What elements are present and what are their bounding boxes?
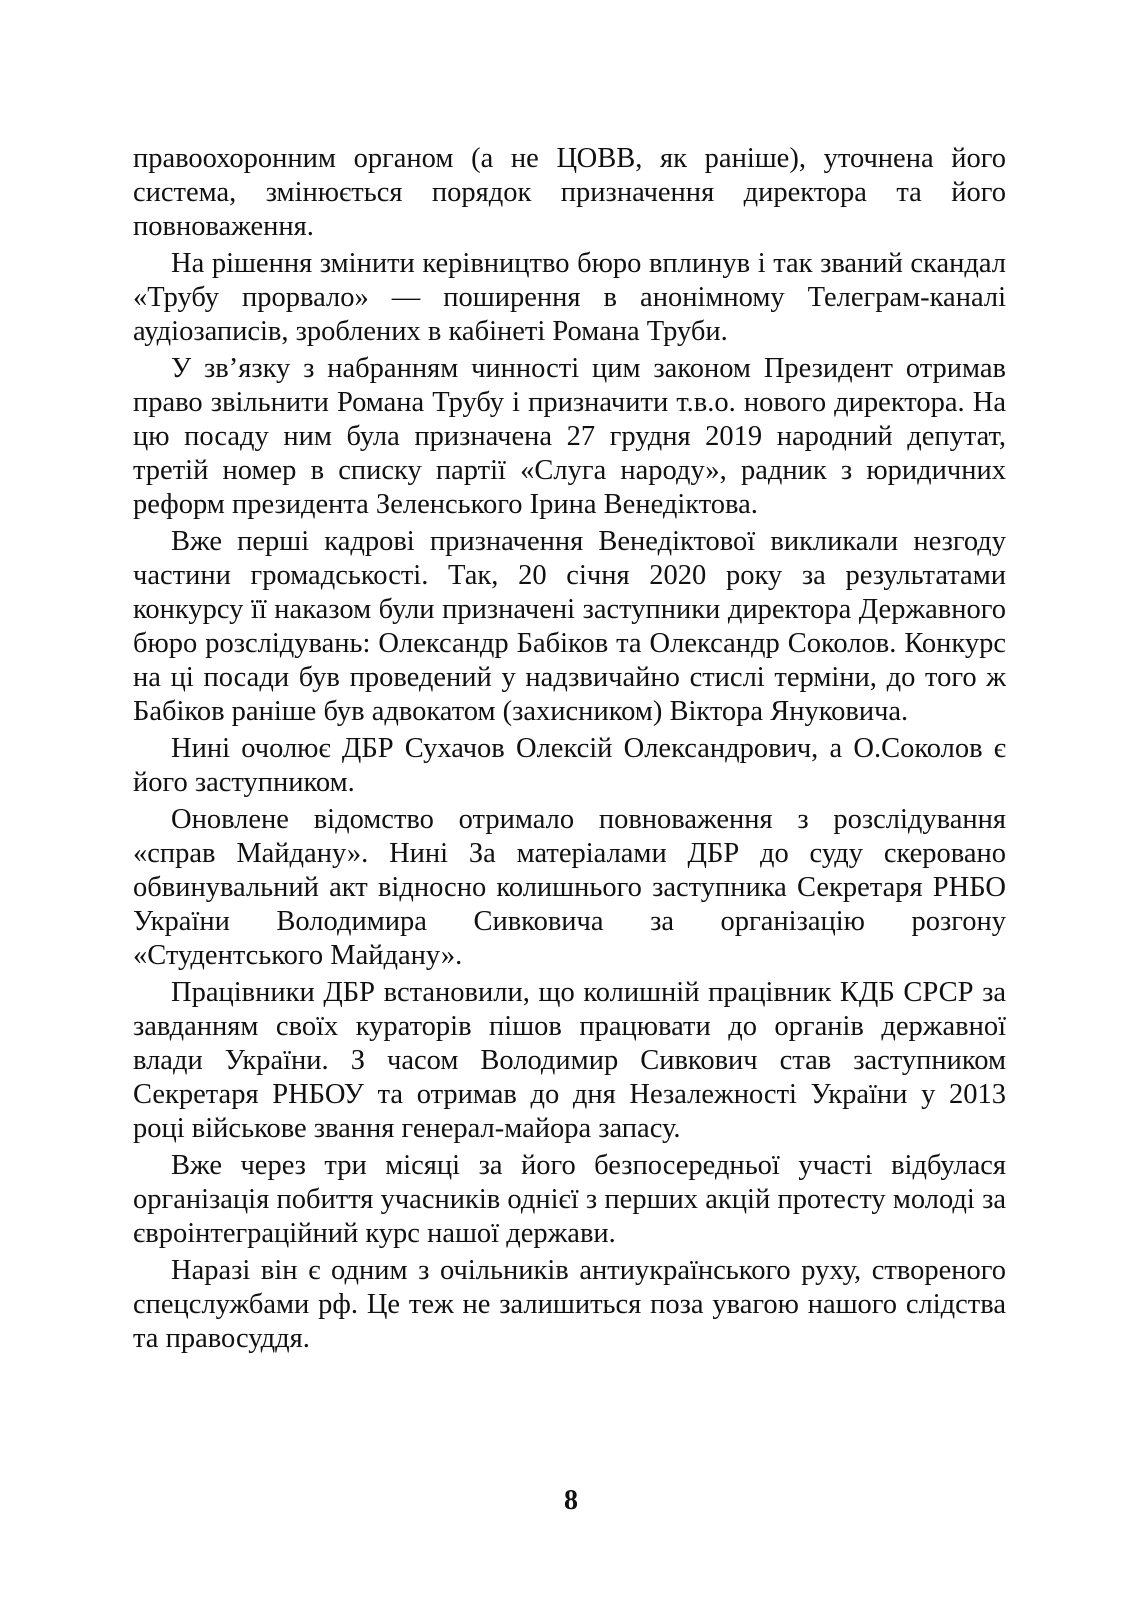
page-number: 8 xyxy=(564,1485,578,1516)
paragraph-appointment: У зв’язку з набранням чинності цим законом Президент отримав право звільнити Романа Трубу і призначити т.в.о. нового директора. На цю посаду ним була призначена 27 грудня 2019 народний депутат, третій номер в списку партії «Слуга народу», радник з юридичних реформ президента Зеленського Ірина Венедіктова. xyxy=(133,353,1006,520)
paragraph-maidan-cases: Оновлене відомство отримало повноваження з розслідування «справ Майдану». Нині За матеріалами ДБР до суду скеровано обвинувальний акт відносно колишнього заступника Секретаря РНБО України Володимира Сивковича за організацію розгону «Студентського Майдану». xyxy=(133,804,1006,971)
paragraph-investigation: Працівники ДБР встановили, що колишній працівник КДБ СРСР за завданням своїх кураторів пішов працювати до органів державної влади України. З часом Володимир Сивкович став заступником Секретаря РНБОУ та отримав до дня Незалежності України у 2013 році військове звання генерал-майора запасу. xyxy=(133,977,1006,1144)
paragraph-scandal: На рішення змінити керівництво бюро вплинув і так званий скандал «Трубу прорвало» — поширення в анонімному Телеграм-каналі аудіозаписів, зроблених в кабінеті Романа Труби. xyxy=(133,248,1006,347)
document-body xyxy=(133,142,1006,1359)
paragraph-continuation: правоохоронним органом (а не ЦОВВ, як раніше), уточнена його система, змінюється порядок призначення директора та його повноваження. xyxy=(133,143,1006,242)
paragraph-deputies: Вже перші кадрові призначення Венедіктової викликали незгоду частини громадськості. Так, 20 січня 2020 року за результатами конкурсу її наказом були призначені заступники директора Державного бюро розслідувань: Олександр Бабіков та Олександр Соколов. Конкурс на ці посади був проведений у надзвичайно стислі терміни, до того ж Бабіков раніше був адвокатом (захисником) Віктора Януковича. xyxy=(133,526,1006,727)
paragraph-conclusion: Наразі він є одним з очільників антиукраїнського руху, створеного спецслужбами рф. Це теж не залишиться поза увагою нашого слідства та правосуддя. xyxy=(133,1255,1006,1354)
paragraph-current-head: Нині очолює ДБР Сухачов Олексій Олександрович, а О.Соколов є його заступником. xyxy=(133,733,1006,798)
paragraph-protest: Вже через три місяці за його безпосередньої участі відбулася організація побиття учасників однієї з перших акцій протесту молоді за євроінтеграційний курс нашої держави. xyxy=(133,1150,1006,1249)
